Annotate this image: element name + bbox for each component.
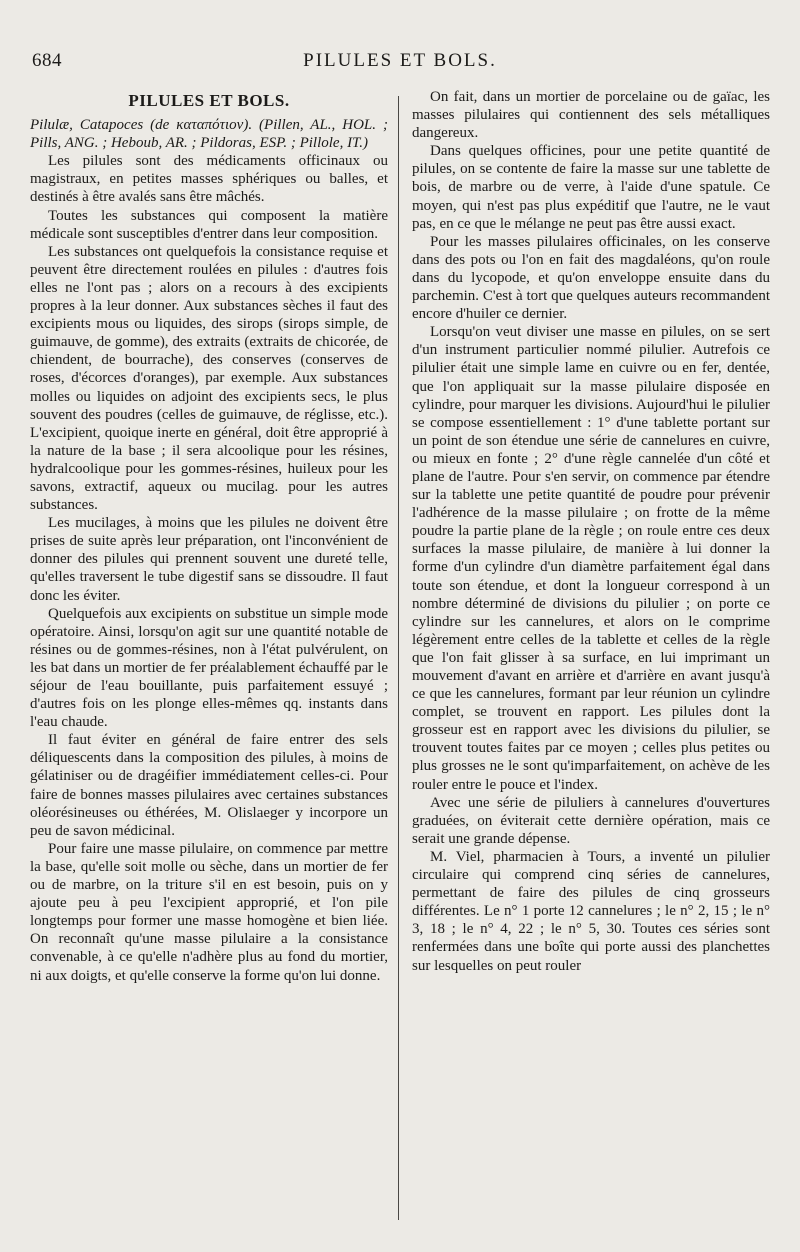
paragraph: Les pilules sont des médicaments officinaux ou magistraux, en petites masses sphériques ou balles, et destinés à être avalés sans être mâchés.	[30, 153, 388, 206]
paragraph: M. Viel, pharmacien à Tours, a inventé un pilulier circulaire qui comprend cinq séries de cannelures, permettant de faire des pilules de cinq grosseurs différentes. Le n° 1 porte 12 cannelures ; le n° 2, 15 ; le n° 3, 18 ; le n° 4, 22 ; le n° 5, 30. Toutes ces séries sont renfermées dans une boîte qui porte aussi des planchettes sur lesquelles on peut rouler	[412, 848, 770, 974]
paragraph: Toutes les substances qui composent la matière médicale sont susceptibles d'entrer dans leur composition.	[30, 207, 388, 242]
paragraph: Dans quelques officines, pour une petite quantité de pilules, on se contente de faire la masse sur une tablette de bois, de marbre ou de verre, à l'aide d'une spatule. Ce moyen, qui n'est pas plus expéditif que l'autre, ne le vaut pas, en ce que le mélange ne peut pas être aussi exact.	[412, 143, 770, 232]
running-head	[0, 50, 800, 74]
left-column	[30, 88, 388, 985]
paragraph: On fait, dans un mortier de porcelaine ou de gaïac, les masses pilulaires qui contiennent des sels métalliques dangereux.	[412, 89, 770, 142]
paragraph: Les substances ont quelquefois la consistance requise et peuvent être directement roulées en pilules : d'autres fois elles ne l'ont pas ; alors on a recours à des excipients propres à la leur donner. Aux substances sèches il faut des excipients mous ou liquides, des sirops (sirops simple, de guimauve, de gomme), des extraits (extraits de chicorée, de chiendent, de bourrache), des conserves (conserves de roses, d'écorces d'oranges), par exemple. Aux substances molles ou liquides on adjoint des excipients secs, le plus souvent des poudres (celles de guimauve, de réglisse, etc.). L'excipient, quoique inerte en général, doit être approprié à la nature de la base ; il sera alcoolique pour les résines, hydralcoolique pour les gommes-résines, huileux pour les savons, extractif, aqueux ou mucilag. pour les autres substances.	[30, 243, 388, 514]
paragraph: Il faut éviter en général de faire entrer des sels déliquescents dans la composition des pilules, à moins de gélatiniser ou de dragéifier immédiatement celles-ci. Pour faire de bonnes masses pilulaires avec certaines substances oléorésineuses ou éthérées, M. Olislaeger y incorpore un peu de savon médicinal.	[30, 732, 388, 839]
paragraph: Lorsqu'on veut diviser une masse en pilules, on se sert d'un instrument particulier nommé pilulier. Autrefois ce pilulier était une simple lame en cuivre ou en fer, dentée, que l'on appliquait sur la masse pilulaire disposée en cylindre, pour marquer les divisions. Aujourd'hui le pilulier se compose essentiellement : 1° d'une tablette portant sur un point de son étendue une série de cannelures en cuivre, ou mieux en fonte ; 2° d'une règle cannelée d'un côté et plane de l'autre. Pour s'en servir, on commence par étendre sur la tablette une petite quantité de poudre pour prévenir l'adhérence de la masse pilulaire ; on frotte de la même poudre la partie plane de la règle ; on roule entre ces deux surfaces la masse pilulaire, de manière à lui donner la forme d'un cylindre d'un diamètre parfaitement égal dans toute son étendue, et dont la longueur correspond à un nombre déterminé de divisions du pilulier ; on porte ce cylindre sur les cannelures, et alors on le comprime légèrement entre celles de la tablette et celles de la règle que l'on fait glisser à sa surface, en lui imprimant un mouvement d'avant en arrière et d'arrière en avant jusqu'à ce que les cannelures, formant par leur réunion un cylindre complet, se trouvent en rapport. Les pilules dont la grosseur est en rapport avec les divisions du pilulier, se trouvent toutes faites par ce moyen ; celles plus petites ou plus grosses ne le sont qu'imparfaitement, on achève de les rouler entre le pouce et l'index.	[412, 324, 770, 793]
paragraph: Pour faire une masse pilulaire, on commence par mettre la base, qu'elle soit molle ou sèche, dans un mortier de fer ou de marbre, on la triture s'il en est besoin, puis on y ajoute peu à peu l'excipient approprié, et l'on pile longtemps pour former une masse homogène et bien liée. On reconnaît qu'une masse pilulaire a la consistance convenable, à ce qu'elle n'adhère plus au fond du mortier, ni aux doigts, et qu'elle conserve la forme qu'on lui donne.	[30, 840, 388, 984]
article-title: PILULES ET BOLS.	[128, 91, 290, 110]
right-column	[412, 88, 770, 975]
paragraph: Les mucilages, à moins que les pilules ne doivent être prises de suite après leur préparation, ont l'inconvénient de donner des pilules qui prennent souvent une dureté telle, qu'elles traversent le tube digestif sans se dissoudre. Il faut donc les éviter.	[30, 515, 388, 604]
article-synonyms: Pilulæ, Catapoces (de καταπότιον). (Pillen, AL., HOL. ; Pills, ANG. ; Heboub, AR. ; Pildoras, ESP. ; Pillole, IT.)	[30, 117, 388, 152]
paragraph: Quelquefois aux excipients on substitue un simple mode opératoire. Ainsi, lorsqu'on agit sur une quantité notable de résines ou de gommes-résines, non à l'état pulvérulent, on les bat dans un mortier de fer préalablement échauffé par le séjour de l'eau bouillante, puis parfaitement essuyé ; d'autres fois on les plonge elles-mêmes qq. instants dans l'eau chaude.	[30, 605, 388, 731]
paragraph: Pour les masses pilulaires officinales, on les conserve dans des pots ou l'on en fait des magdaléons, qu'on roule dans du lycopode, et qu'on enveloppe ensuite dans du parchemin. C'est à tort que quelques auteurs recommandent encore d'huiler ce dernier.	[412, 233, 770, 323]
column-divider	[398, 96, 399, 1220]
page-number: 684	[32, 50, 62, 71]
paragraph: Avec une série de piluliers à cannelures d'ouvertures graduées, on éviterait cette dernière opération, mais ce serait une grande dépense.	[412, 794, 770, 847]
running-title: PILULES ET BOLS.	[303, 50, 497, 71]
